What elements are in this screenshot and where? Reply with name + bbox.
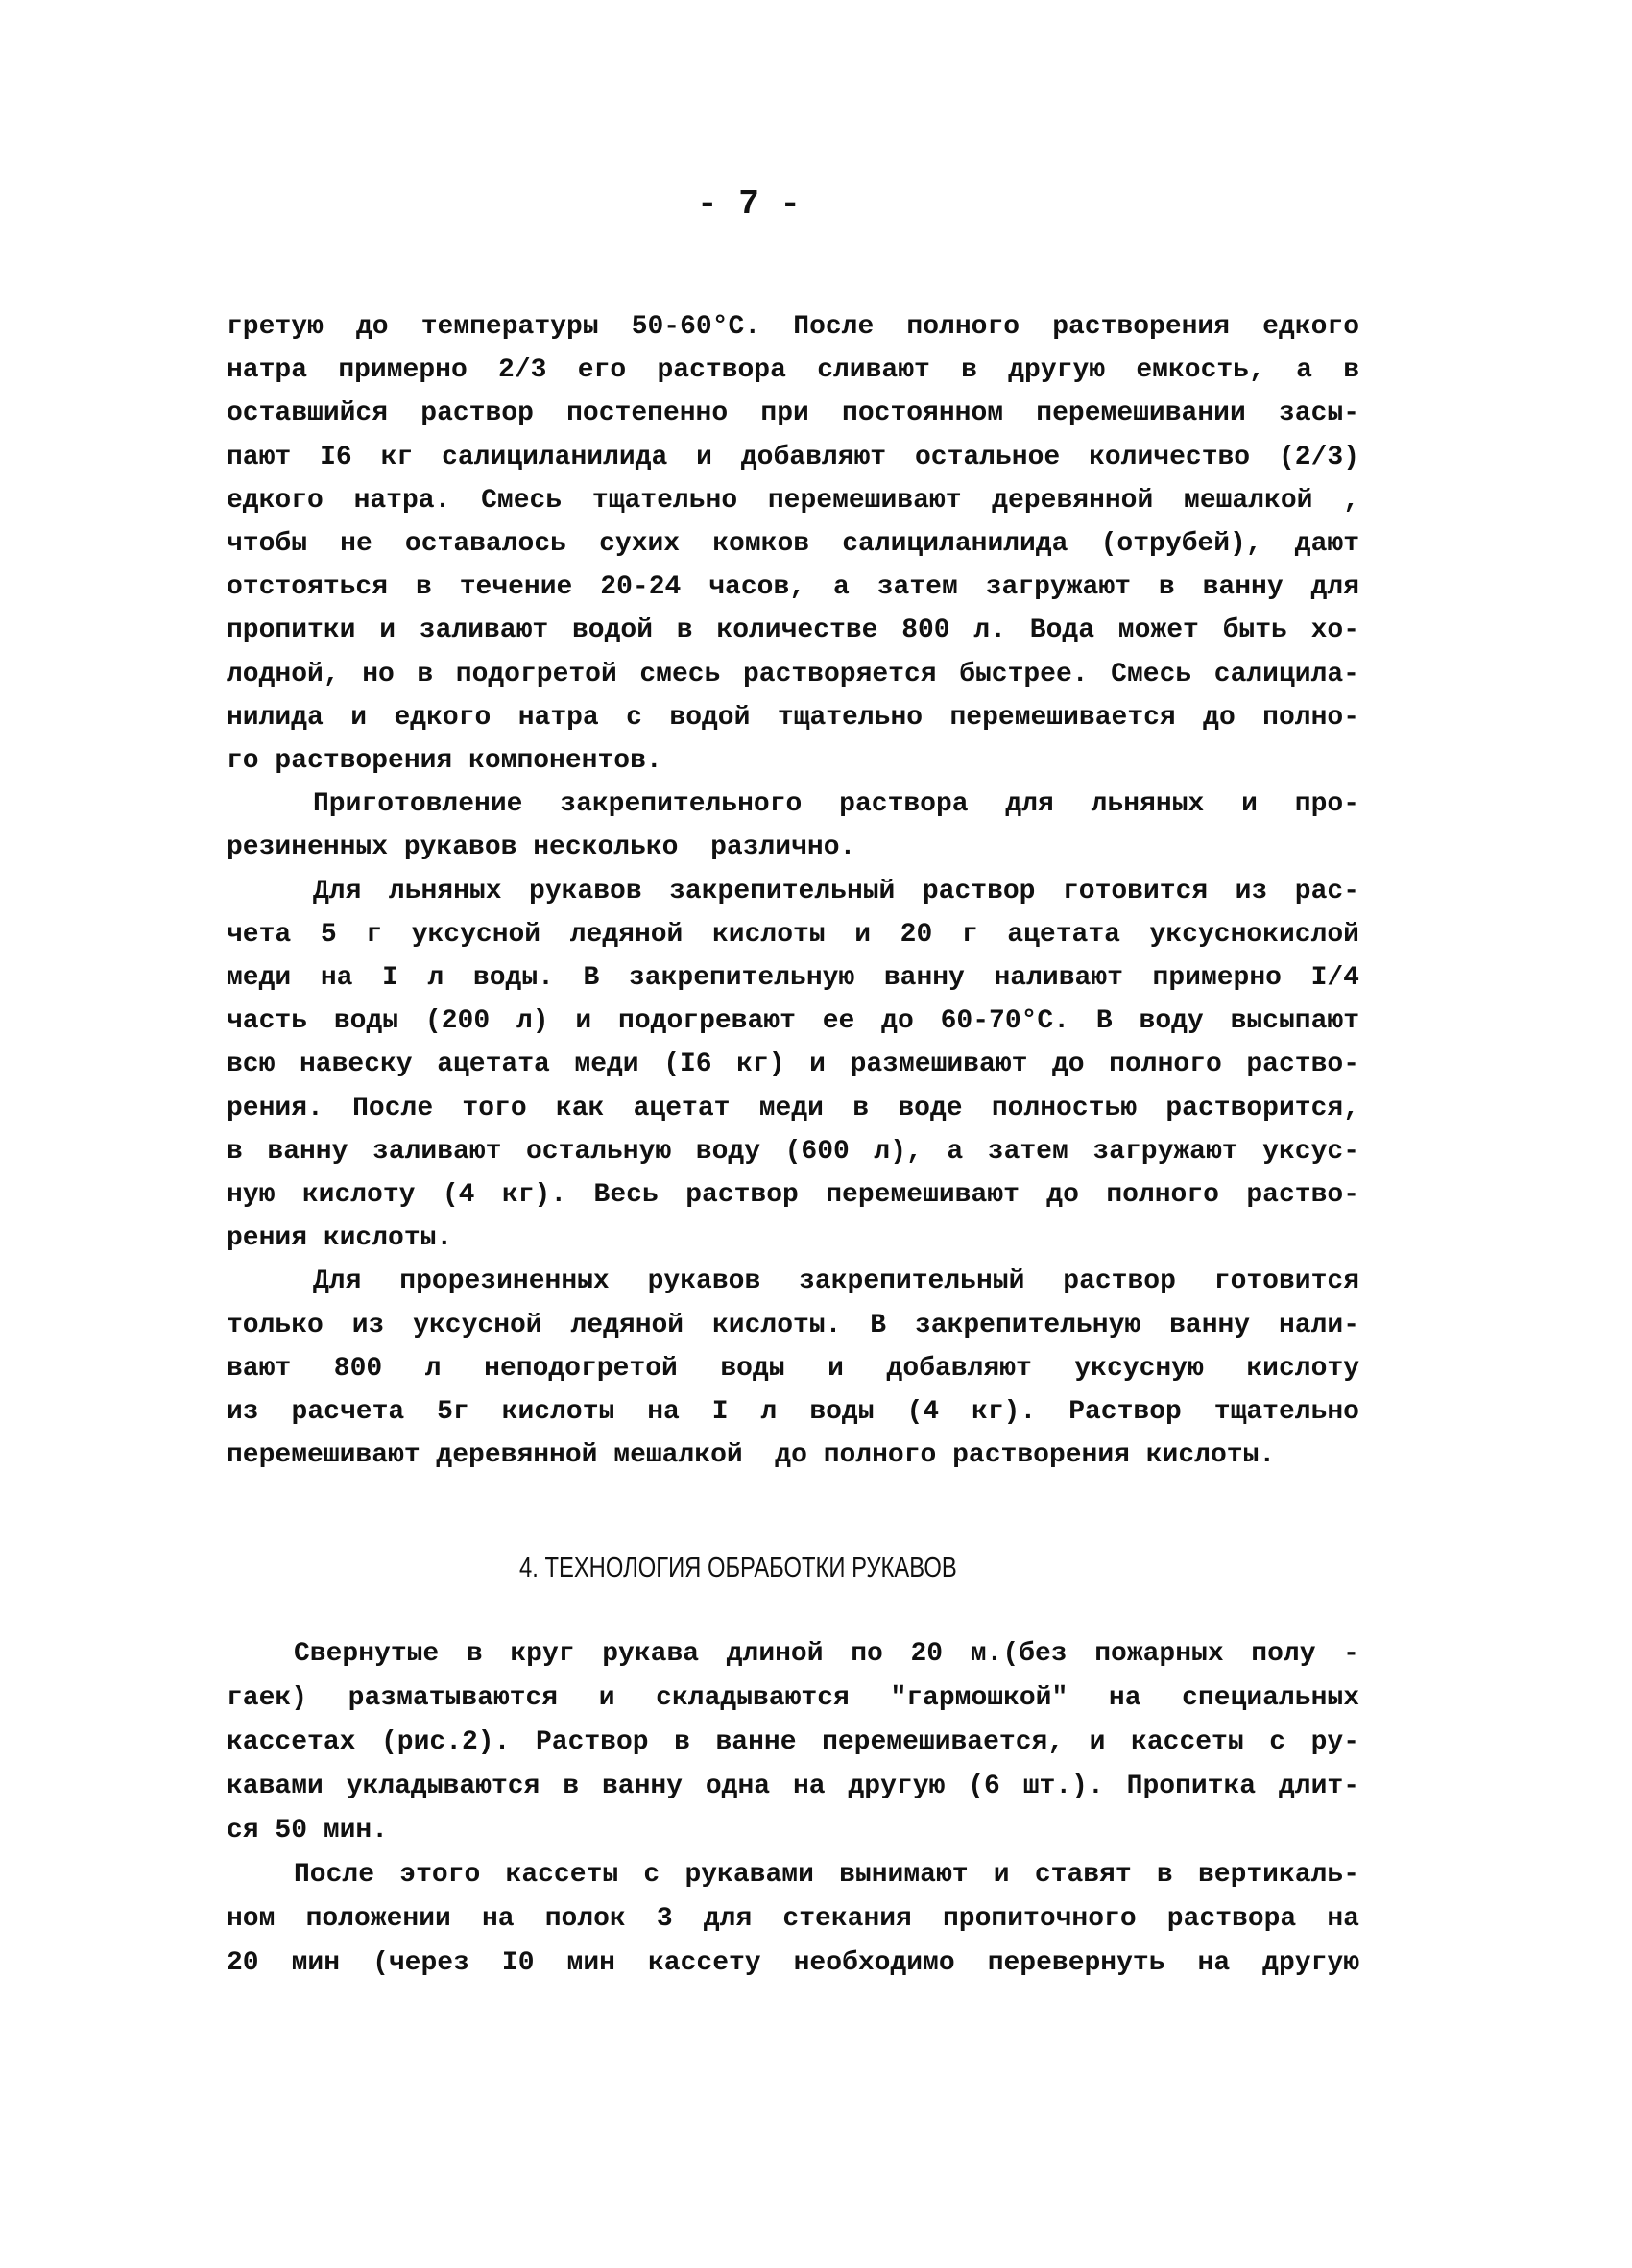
text-line: пают I6 кг салициланилида и добавляют остальное количество (2/3) [227,442,1359,472]
text-line: пропитки и заливают водой в количестве 800 л. Вода может быть хо- [227,615,1359,646]
text-line: отстояться в течение 20-24 часов, а затем загружают в ванну для [227,572,1359,603]
text-line: Для прорезиненных рукавов закрепительный раствор готовится [313,1267,1359,1297]
text-line: всю навеску ацетата меди (I6 кг) и размешивают до полного раство- [227,1050,1359,1080]
text-line: из расчета 5г кислоты на I л воды (4 кг). Раствор тщательно [227,1397,1359,1428]
text-line: чтобы не оставалось сухих комков салициланилида (отрубей), дают [227,529,1359,560]
text-line: часть воды (200 л) и подогревают ее до 60-70°С. В воду высыпают [227,1006,1359,1037]
text-line: меди на I л воды. В закрепительную ванну наливают примерно I/4 [227,963,1359,994]
text-line: рения кислоты. [227,1223,453,1254]
text-line: в ванну заливают остальную воду (600 л), а затем загружают уксус- [227,1136,1359,1167]
text-line: перемешивают деревянной мешалкой до полного растворения кислоты. [227,1440,1276,1471]
paragraph [227,1853,1359,1986]
text-line: ся 50 мин. [227,1816,389,1846]
paragraph [227,305,1359,783]
text-line: нилида и едкого натра с водой тщательно перемешивается до полно- [227,702,1359,733]
paragraph [227,783,1359,869]
text-line: После этого кассеты с рукавами вынимают и ставят в вертикаль- [294,1860,1359,1890]
text-line: кавами укладываются в ванну одна на другую (6 шт.). Пропитка длит- [227,1772,1359,1801]
paragraph [227,1260,1359,1477]
text-line: резиненных рукавов несколько различно. [227,832,856,863]
text-line: только из уксусной ледяной кислоты. В закрепительную ванну нали- [227,1310,1359,1340]
text-line: ном положении на полок 3 для стекания пропиточного раствора на [227,1904,1359,1934]
text-line: натра примерно 2/3 его раствора сливают в другую емкость, а в [227,355,1359,386]
section-heading: 4. ТЕХНОЛОГИЯ ОБРАБОТКИ РУКАВОВ [519,1553,957,1583]
text-line: ную кислоту (4 кг). Весь раствор перемешивают до полного раство- [227,1180,1359,1211]
text-line: Приготовление закрепительного раствора для льняных и про- [313,789,1359,820]
text-line: вают 800 л неподогретой воды и добавляют уксусную кислоту [227,1353,1359,1384]
text-line: Для льняных рукавов закрепительный раствор готовится из рас- [313,876,1359,906]
text-line: лодной, но в подогретой смесь растворяется быстрее. Смесь салицила- [227,659,1359,689]
text-line: Свернутые в круг рукава длиной по 20 м.(без пожарных полу - [294,1639,1359,1669]
text-line: го растворения компонентов. [227,746,662,777]
page-number: - 7 - [696,184,802,224]
paragraph [227,870,1359,1261]
paragraph [227,1632,1359,1853]
text-line: кассетах (рис.2). Раствор в ванне перемешивается, и кассеты с ру- [227,1727,1359,1757]
text-line: гретую до температуры 50-60°С. После полного растворения едкого [227,312,1359,342]
text-line: оставшийся раствор постепенно при постоянном перемешивании засы- [227,398,1359,429]
body-text-section-b [227,1632,1359,1986]
text-line: едкого натра. Смесь тщательно перемешивают деревянной мешалкой , [227,485,1359,516]
text-line: чета 5 г уксусной ледяной кислоты и 20 г ацетата уксуснокислой [227,919,1359,950]
text-line: 20 мин (через I0 мин кассету необходимо перевернуть на другую [227,1948,1359,1978]
body-text-section-a [227,305,1359,1477]
text-line: рения. После того как ацетат меди в воде полностью растворится, [227,1093,1359,1123]
text-line: гаек) разматываются и складываются "гармошкой" на специальных [227,1683,1359,1713]
